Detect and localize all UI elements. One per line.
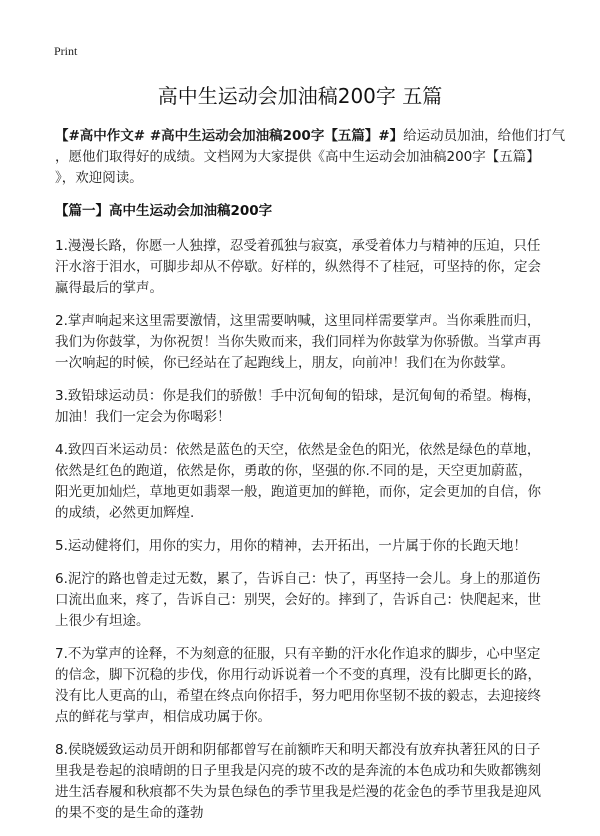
paragraph-line: 2.掌声响起来这里需要激情，这里需要呐喊，这里同样需要掌声。当你乘胜而归， [55,313,541,329]
intro-tag: 【#高中作文# #高中生运动会加油稿200字【五篇】#】 [55,128,404,144]
paragraph-line: 的成绩，必然更加辉煌. [55,505,195,521]
paragraph-line: 加油！我们一定会为你喝彩！ [55,409,231,425]
paragraph-line: 一次响起的时候，你已经站在了起跑线上，朋友，向前冲！我们在为你鼓掌。 [55,355,514,371]
paragraph-line: 4.致四百米运动员：依然是蓝色的天空，依然是金色的阳光，依然是绿色的草地， [55,442,541,458]
paragraph-line: 8.侯晓媛致运动员开朗和阴郁都曾写在前额昨天和明天都没有放弃执著狂风的日子 [55,742,541,758]
paragraph-line: 阳光更加灿烂，草地更如翡翠一般，跑道更加的鲜艳，而你，定会更加的自信，你 [55,484,541,500]
paragraph-1 [55,236,555,299]
paragraph-line: 上很少有坦途。 [55,613,150,629]
paragraph-line: 口流出血来，疼了，告诉自己：别哭，会好的。摔到了，告诉自己：快爬起来，世 [55,592,541,608]
paragraph-line: 没有比人更高的山，希望在终点向你招手，努力吧用你坚韧不拔的毅志，去迎接终 [55,688,541,704]
print-label[interactable]: Print [54,44,78,58]
paragraph-line: 进生活春履和秋痕都不失为景色绿色的季节里我是烂漫的花金色的季节里我是迎风 [55,784,541,800]
paragraph-4 [55,440,555,524]
paragraph-line: 7.不为掌声的诠释，不为刻意的征服，只有辛勤的汗水化作追求的脚步，心中坚定 [55,646,541,662]
paragraph-line: 点的鲜花与掌声，相信成功属于你。 [55,709,271,725]
paragraph-line: 的果不变的是生命的蓬勃 [55,805,204,821]
paragraph-line: 的信念，脚下沉稳的步伐，你用行动诉说着一个不变的真理，没有比脚更长的路， [55,667,541,683]
paragraph-6 [55,569,555,632]
paragraph-line: 1.漫漫长路，你愿一人独撑，忍受着孤独与寂寞，承受着体力与精神的压迫，只任 [55,238,541,254]
document-body [55,126,566,836]
intro-line-2: ，愿他们取得好的成绩。文档网为大家提供《高中生运动会加油稿200字【五篇】 [55,149,540,165]
paragraph-line: 5.运动健将们，用你的实力，用你的精神，去开拓出，一片属于你的长跑天地！ [55,538,527,554]
paragraph-3 [55,386,555,428]
paragraph-line: 6.泥泞的路也曾走过无数，累了，告诉自己：快了，再坚持一会儿。身上的那道伤 [55,571,541,587]
intro-text: 给运动员加油，给他们打气 [403,128,566,144]
paragraph-line: 3.致铅球运动员：你是我们的骄傲！手中沉甸甸的铅球，是沉甸甸的希望。梅梅， [55,388,541,404]
paragraph-2 [55,311,555,374]
paragraph-5 [55,536,555,557]
paragraph-line: 我们为你鼓掌，为你祝贺！当你失败而来，我们同样为你鼓掌为你骄傲。当掌声再 [55,334,541,350]
intro-line-1 [55,126,566,147]
paragraph-line: 里我是卷起的浪晴朗的日子里我是闪亮的玻不改的是奔流的本色成功和失败都镌刻 [55,763,541,779]
paragraph-line: 汗水溶于泪水，可脚步却从不停歇。好样的，纵然得不了桂冠，可坚持的你，定会 [55,259,541,275]
paragraph-line: 依然是红色的跑道，依然是你，勇敢的你，坚强的你.不同的是，天空更加蔚蓝， [55,463,532,479]
intro-line-3: 》，欢迎阅读。 [55,170,143,186]
paragraph-8 [55,740,555,824]
page-title: 高中生运动会加油稿200字 五篇 [157,84,443,108]
intro-paragraph [55,126,566,189]
paragraph-line: 赢得最后的掌声。 [55,280,163,296]
paragraph-7 [55,644,555,728]
section-heading: 【篇一】高中生运动会加油稿200字 [55,203,273,219]
